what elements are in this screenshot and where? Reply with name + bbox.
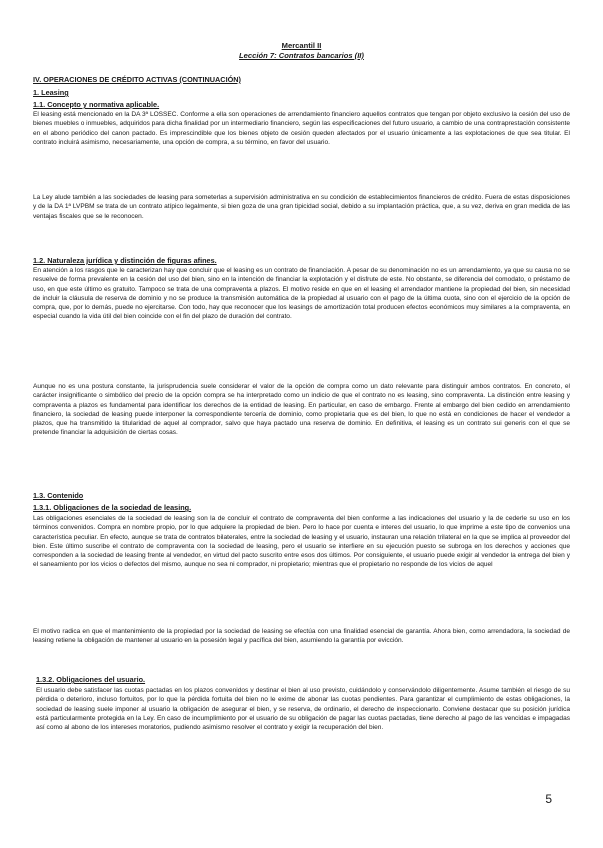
page-number: 5 xyxy=(545,792,552,806)
heading-naturaleza: 1.2. Naturaleza jurídica y distinción de figuras afines. xyxy=(33,256,217,265)
paragraph-obligaciones-sociedad-2: El motivo radica en que el mantenimiento de la propiedad por la sociedad de leasing se efectúa con una finalidad esencial de garantía. Ahora bien, como arrendadora, la sociedad de leasing retiene la obligación de mantener al usuario en la posesión legal y pacífica del bien, asumiendo la garantía por evicción. xyxy=(33,628,570,645)
heading-obligaciones-usuario: 1.3.2. Obligaciones del usuario. xyxy=(36,675,146,684)
paragraph-obligaciones-usuario: El usuario debe satisfacer las cuotas pactadas en los plazos convenidos y destinar el bien al uso previsto, cuidándolo y conservándolo diligentemente. Asume también el riesgo de su pérdida o deterioro, incluso fortuitos, por lo que la pérdida fortuita del bien no le exime de abonar las cuotas pendientes. Para garantizar el cumplimiento de estas obligaciones, la sociedad de leasing suele imponer al usuario la obligación de asegurar el bien, y se reserva, de ordinario, el derecho de inspeccionarlo. Conviene destacar que su posición jurídica está particularmente protegida en la Ley. En caso de incumplimiento por el usuario de su obligación de pagar las cuotas pactadas, tiene derecho al pago de las vencidas e impagadas así como al abono de los intereses moratorios, pudiendo asimismo resolver el contrato y exigir la recuperación del bien. xyxy=(36,687,570,731)
subject-title: Mercantil II xyxy=(281,41,322,50)
document-header xyxy=(0,41,603,61)
heading-concepto: 1.1. Concepto y normativa aplicable. xyxy=(33,100,160,109)
heading-contenido: 1.3. Contenido xyxy=(33,491,84,500)
paragraph-concepto-2: La Ley alude también a las sociedades de leasing para someterlas a supervisión administrativa en su condición de establecimientos financieros de crédito. Fuera de estas disposiciones y de la DA 1ª LVPBM se trata de un contrato atípico legalmente, si bien goza de una gran tipicidad social, debido a su implantación práctica, que, a su vez, deriva en gran medida de las ventajas fiscales que se le reconocen. xyxy=(33,194,570,220)
paragraph-obligaciones-sociedad-1: Las obligaciones esenciales de la sociedad de leasing son la de concluir el contrato de compraventa del bien conforme a las indicaciones del usuario y la de cederle su uso en los términos convenidos. Compra en nombre propio, por lo que adquiere la propiedad de bien. Pero lo hace por cuenta e interes del usuario, lo que imprime a este tipo de convenios una característica peculiar. En efecto, aunque se trata de contratos bilaterales, entre la sociedad de leasing y el usuario, instauran una relación trilateral en la que se implica al proveedor del bien. Este último suscribe el contrato de compraventa con la sociedad de leasing, pero el usuario se interfiere en su ejecución puesto se subroga en los derechos y acciones que corresponden a la sociedad de leasing frente al vendedor, en virtud del pacto suscrito entre esos dos últimos. Por consiguiente, el usuario puede exigir al vendedor la entrega del bien y el saneamiento por los vicios o defectos del mismo, aunque no sea ni comprador, ni propietario; mientras que el propietario no responde de los vicios de aquel xyxy=(33,515,570,569)
lesson-title: Lección 7: Contratos bancarios (II) xyxy=(239,51,364,60)
heading-obligaciones-sociedad: 1.3.1. Obligaciones de la sociedad de leasing. xyxy=(33,503,192,512)
paragraph-naturaleza-2: Aunque no es una postura constante, la jurisprudencia suele considerar el valor de la opción de compra como un dato relevante para distinguir ambos contratos. En concreto, el carácter insignificante o simbólico del precio de la opción compra se ha interpretado como un indicio de que el contrato no es leasing, sino compraventa. La distinción entre leasing y compraventa a plazos es fundamental para identificar los derechos de la entidad de leasing. En particular, en caso de embargo. Frente al embargo del bien cedido en arrendamiento financiero, la sociedad de leasing puede interponer la correspondiente tercería de dominio, como propietaria que es del bien, lo que no está en condiciones de hacer el vendedor a plazos, que ha transmitido la titularidad de aquel al comprador, salvo que haya pactado una reserva de dominio. En definitiva, el leasing es un contrato sui generis con el que se pretende financiar la adquisición de ciertas cosas. xyxy=(33,383,570,437)
paragraph-naturaleza-1: En atención a los rasgos que le caracterizan hay que concluir que el leasing es un contrato de financiación. A pesar de su denominación no es un arrendamiento, ya que su causa no se resuelve de forma prevalente en la cesión del uso del bien, sino en la intención de financiar la explotación y el disfrute de este. No obstante, se diferencia del comodato, o préstamo de uso, en que este último es gratuito. Tampoco se trata de una compraventa a plazos. El motivo reside en que en el leasing el arrendador mantiene la propiedad del bien, sin necesidad de incluir la cláusula de reserva de dominio y no se produce la transmisión automática de la propiedad al usuario con el pago de la última cuota, sino con el ejercicio de la opción de compra, que, por lo demás, puede no ejercitarse. Con todo, hay que reconocer que los leasings de amortización total producen efectos económicos muy similares a la compraventa, en especial cuando la vida útil del bien coincide con el fin del plazo de duración del contrato. xyxy=(33,267,570,321)
subsection-heading-leasing: 1. Leasing xyxy=(33,88,69,97)
section-heading: IV. OPERACIONES DE CRÉDITO ACTIVAS (CONTINUACIÓN) xyxy=(33,75,241,84)
paragraph-concepto-1: El leasing está mencionado en la DA 3ª LOSSEC. Conforme a ella son operaciones de arrendamiento financiero aquellos contratos que tengan por objeto exclusivo la cesión del uso de bienes muebles o inmuebles, adquiridos para dicha finalidad por un intermediario financiero, según las especificaciones del futuro usuario, a cambio de una contraprestación consistente en el abono periódico del canon pactado. Es imprescindible que los bienes objeto de cesión queden afectados por el usuario únicamente a las explotaciones de que sea titular. El contrato incluirá asimismo, necesariamente, una opción de compra, a su término, en favor del usuario. xyxy=(33,111,570,146)
